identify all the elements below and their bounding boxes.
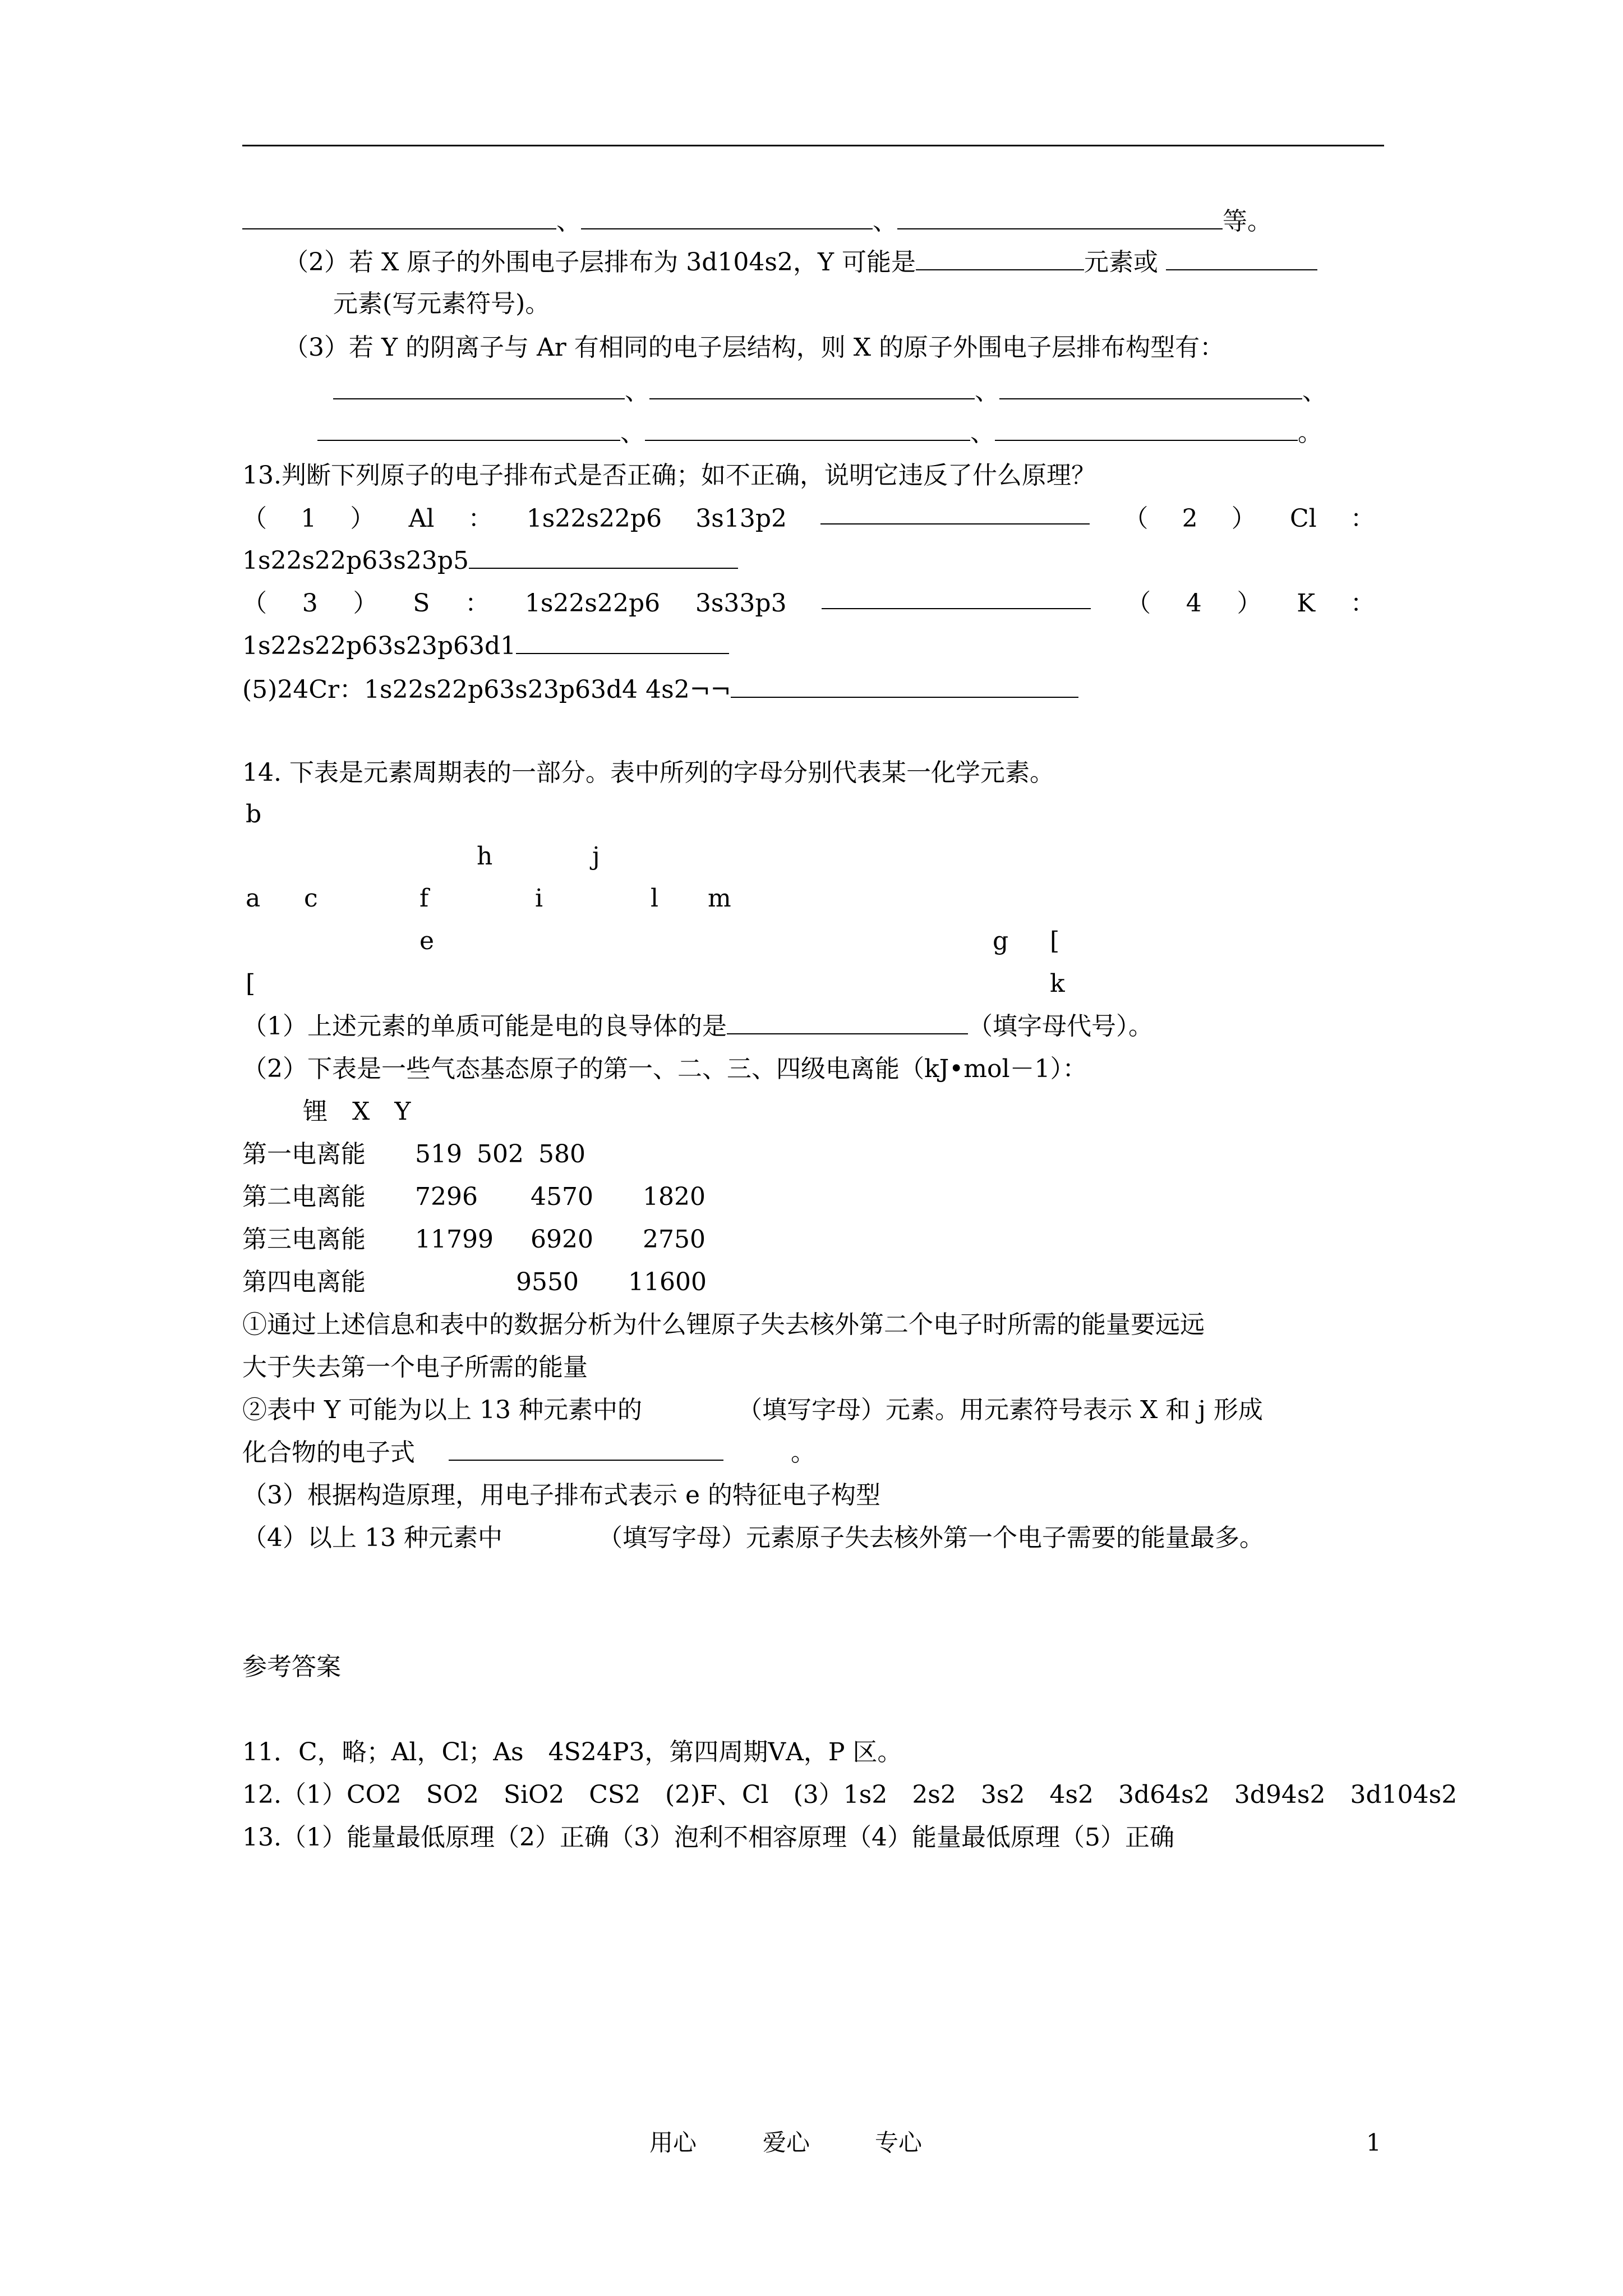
ionization-value: 580 <box>538 1140 585 1168</box>
ionization-value: 519 <box>415 1140 462 1168</box>
ionization-label: 第一电离能 <box>242 1140 366 1168</box>
answer-blank[interactable] <box>916 248 1084 270</box>
ionization-value: 4570 <box>531 1182 593 1211</box>
answer-blank[interactable] <box>822 587 1091 609</box>
q14-part1-line: （1）上述元素的单质可能是电的良导体的是 （填字母代号）。 <box>242 1012 1153 1041</box>
q14-question-a-line1: ①通过上述信息和表中的数据分析为什么锂原子失去核外第二个电子时所需的能量要远远 <box>242 1310 1205 1339</box>
ionization-label: 第四电离能 <box>242 1268 366 1296</box>
answer-blank[interactable] <box>645 418 970 441</box>
answer-blank[interactable] <box>242 207 556 229</box>
element-e: e <box>419 927 435 955</box>
q14-part4-line: （4）以上 13 种元素中 （填写字母）元素原子失去核外第一个电子需要的能量最多。 <box>242 1524 1264 1552</box>
answer-blank[interactable] <box>649 377 975 399</box>
answer-blank[interactable] <box>995 418 1298 441</box>
answer-blank[interactable] <box>731 675 1078 698</box>
answer-blank[interactable] <box>727 1012 968 1034</box>
q13-item5-line: (5)24Cr：1s22s22p63s23p63d4 4s2¬¬ <box>242 673 1078 707</box>
element-j: j <box>592 842 600 871</box>
q14-question-a-line2: 大于失去第一个电子所需的能量 <box>242 1353 588 1382</box>
answers-title: 参考答案 <box>242 1653 341 1681</box>
header-rule <box>242 145 1384 146</box>
element-g: g <box>993 927 1009 955</box>
q12-part3-line: （3）若 Y 的阴离子与 Ar 有相同的电子层结构，则 X 的原子外围电子层排布构型有： <box>284 333 1225 362</box>
q12-part2-line: （2）若 X 原子的外围电子层排布为 3d104s2，Y 可能是 元素或 <box>284 246 1317 279</box>
q12-part2-cont: 元素(写元素符号)。 <box>333 289 550 318</box>
element-b: b <box>246 800 262 829</box>
element-f: f <box>419 884 429 913</box>
q14-title: 14. 下表是元素周期表的一部分。表中所列的字母分别代表某一化学元素。 <box>242 758 1054 787</box>
answer-blank[interactable] <box>469 546 738 569</box>
q12-part3-blanks1: 、 、 、 <box>333 375 1327 408</box>
q12-blanks-line: 、 、 等。 <box>242 205 1272 238</box>
element-l: l <box>651 884 659 913</box>
bracket-mark: [ <box>1050 927 1060 955</box>
ionization-value: 7296 <box>415 1182 478 1211</box>
answer-blank[interactable] <box>897 207 1223 229</box>
q13-items-3-4: （ 3 ） S ： 1s22s22p6 3s33p3 （ 4 ） K ： <box>242 587 1375 620</box>
element-i: i <box>535 884 543 913</box>
element-h: h <box>477 842 493 871</box>
ionization-value: 9550 <box>516 1268 579 1296</box>
element-m: m <box>708 884 731 913</box>
q14-question-b-line2: 化合物的电子式 。 <box>242 1438 815 1467</box>
answer-12: 12.（1）CO2 SO2 SiO2 CS2 (2)F、Cl (3）1s2 2s2 3s2 4s2 3d64s2 3d94s2 3d104s2 <box>242 1780 1458 1809</box>
ionization-table-header: 锂 X Y <box>303 1097 411 1126</box>
ionization-value: 11600 <box>628 1268 707 1296</box>
page-number: 1 <box>1366 2129 1381 2156</box>
answer-blank[interactable] <box>581 207 873 229</box>
ionization-value: 6920 <box>531 1225 593 1254</box>
answer-13: 13.（1）能量最低原理（2）正确（3）泡利不相容原理（4）能量最低原理（5）正确 <box>242 1823 1174 1852</box>
answer-blank[interactable] <box>449 1438 723 1461</box>
ionization-value: 502 <box>477 1140 524 1168</box>
answer-blank[interactable] <box>317 418 620 441</box>
answer-blank[interactable] <box>999 377 1302 399</box>
answer-blank[interactable] <box>1166 248 1317 270</box>
footer-motto-3: 专心 <box>875 2129 923 2156</box>
footer-motto-1: 用心 <box>649 2129 697 2156</box>
q13-title: 13.判断下列原子的电子排布式是否正确；如不正确，说明它违反了什么原理？ <box>242 461 1096 490</box>
ionization-value: 1820 <box>643 1182 706 1211</box>
element-k: k <box>1050 969 1065 998</box>
q13-item4-config-line: 1s22s22p63s23p63d1 <box>242 629 729 663</box>
ionization-label: 第三电离能 <box>242 1225 366 1254</box>
q13-item2-config-line: 1s22s22p63s23p5 <box>242 544 738 578</box>
bracket-mark: [ <box>246 969 256 998</box>
element-c: c <box>304 884 318 913</box>
footer-motto-2: 爱心 <box>763 2129 810 2156</box>
ionization-value: 11799 <box>415 1225 494 1254</box>
answer-blank[interactable] <box>333 377 625 399</box>
q14-question-b-line1: ②表中 Y 可能为以上 13 种元素中的 （填写字母）元素。用元素符号表示 X 和 j 形成 <box>242 1396 1263 1424</box>
answer-11: 11．C，略；Al，Cl；As 4S24P3，第四周期ⅤA，P 区。 <box>242 1738 902 1766</box>
q14-part2-title: （2）下表是一些气态基态原子的第一、二、三、四级电离能（kJ•mol－1）： <box>242 1055 1087 1083</box>
ionization-label: 第二电离能 <box>242 1182 366 1211</box>
ionization-value: 2750 <box>643 1225 706 1254</box>
q14-part3-line: （3）根据构造原理，用电子排布式表示 e 的特征电子构型 <box>242 1481 881 1510</box>
q13-items-1-2: （ 1 ） Al ： 1s22s22p6 3s13p2 （ 2 ） Cl ： <box>242 502 1375 536</box>
element-a: a <box>246 884 261 913</box>
answer-blank[interactable] <box>820 502 1090 524</box>
answer-blank[interactable] <box>516 632 729 654</box>
q12-part3-blanks2: 、 、 。 <box>317 416 1322 450</box>
